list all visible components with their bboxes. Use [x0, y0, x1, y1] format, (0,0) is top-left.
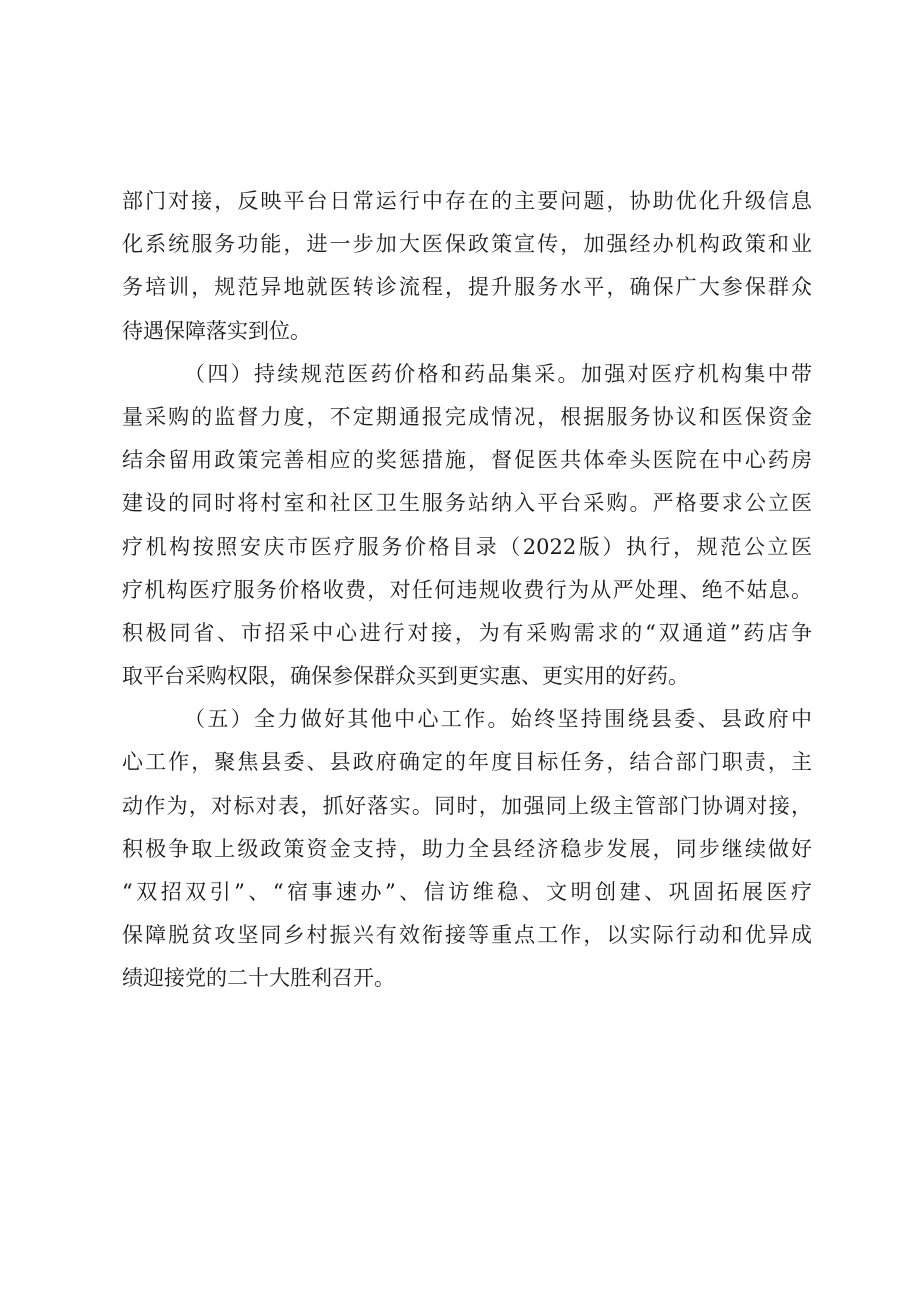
text-line: 取平台采购权限，确保参保群众买到更实惠、更实用的好药。	[122, 664, 689, 689]
text-line: 务培训，规范异地就医转诊流程，提升服务水平，确保广大参保群众	[122, 275, 812, 300]
text-line: 建设的同时将村室和社区卫生服务站纳入平台采购。严格要求公立医	[122, 491, 812, 516]
paragraph-2	[122, 353, 812, 699]
text-line: 待遇保障落实到位。	[122, 318, 311, 343]
paragraph-heading-line: （四）持续规范医药价格和药品集采。加强对医疗机构集中带	[184, 361, 812, 386]
paragraph-heading-line: （五）全力做好其他中心工作。始终坚持围绕县委、县政府中	[184, 707, 812, 732]
paragraph-1	[122, 180, 812, 353]
paragraph-3	[122, 698, 812, 1000]
text-line: 量采购的监督力度，不定期通报完成情况，根据服务协议和医保资金	[122, 404, 812, 429]
text-line: “双招双引”、“宿事速办”、信访维稳、文明创建、巩固拓展医疗	[122, 880, 812, 904]
text-line: 部门对接，反映平台日常运行中存在的主要问题，协助优化升级信息	[122, 189, 812, 213]
text-line: 绩迎接党的二十大胜利召开。	[122, 966, 395, 991]
text-line: 保障脱贫攻坚同乡村振兴有效衔接等重点工作，以实际行动和优异成	[122, 923, 812, 948]
text-line: 动作为，对标对表，抓好落实。同时，加强同上级主管部门协调对接，	[122, 793, 812, 818]
text-line: 疗机构医疗服务价格收费，对任何违规收费行为从严处理、绝不姑息。	[122, 577, 812, 602]
text-line: 心工作，聚焦县委、县政府确定的年度目标任务，结合部门职责，主	[122, 750, 812, 775]
document-body	[122, 180, 812, 1001]
text-line: 积极同省、市招采中心进行对接，为有采购需求的“双通道”药店争	[122, 620, 812, 645]
text-line: 结余留用政策完善相应的奖惩措施，督促医共体牵头医院在中心药房	[122, 448, 812, 473]
text-line: 化系统服务功能，进一步加大医保政策宣传，加强经办机构政策和业	[122, 232, 812, 257]
text-line: 疗机构按照安庆市医疗服务价格目录（2022版）执行，规范公立医	[122, 534, 812, 559]
text-line: 积极争取上级政策资金支持，助力全县经济稳步发展，同步继续做好	[122, 836, 812, 861]
